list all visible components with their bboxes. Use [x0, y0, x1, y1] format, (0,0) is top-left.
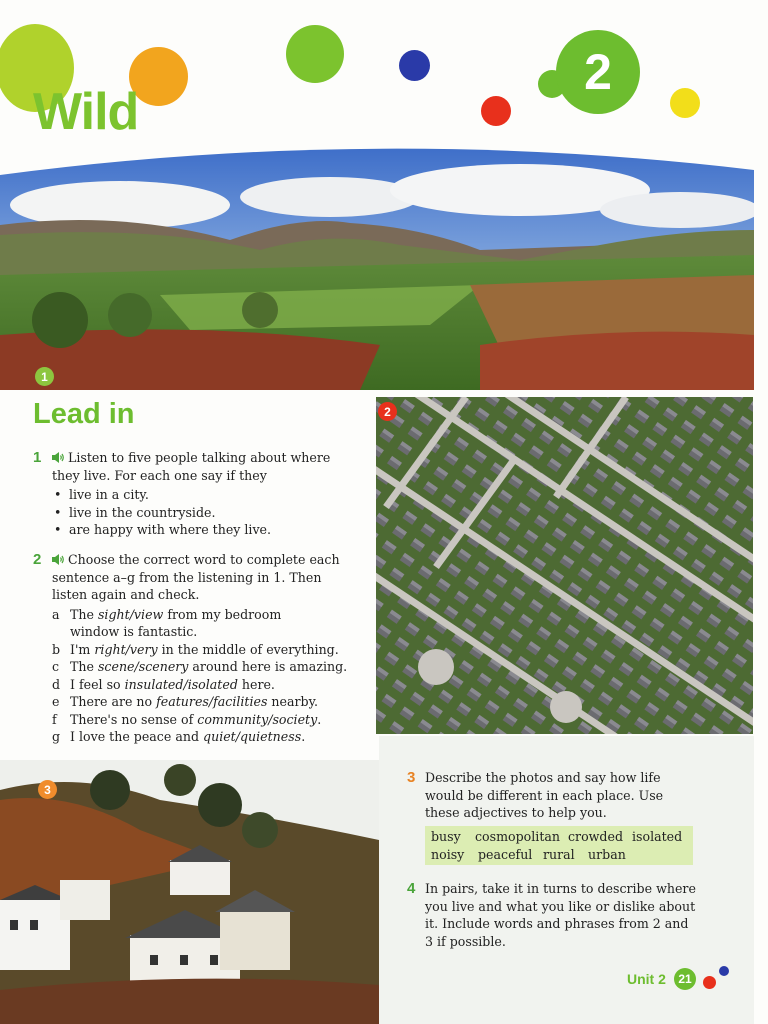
sentence-d [52, 676, 355, 694]
word-options: insulated/isolated [124, 676, 238, 692]
footer-unit-label: Unit 2 [627, 971, 666, 987]
sentence-text: around here is amazing. [188, 659, 348, 674]
sentence-text: There's no sense of [70, 711, 198, 727]
exercise-1-instruction: Listen to five people talking about where they live. For each one say if they [52, 450, 331, 483]
adjectives-box [425, 826, 693, 865]
exercise-4-number: 4 [407, 880, 416, 897]
word-options: right/very [94, 641, 158, 657]
photo-number-1: 1 [35, 367, 54, 386]
sentence-c [52, 658, 355, 676]
sentence-e [52, 693, 355, 711]
decor-dot-yellow [670, 88, 700, 118]
sentence-a [52, 606, 355, 641]
list-item: • live in a city. [52, 486, 355, 504]
sentence-list [52, 606, 355, 746]
photo-number-3: 3 [38, 780, 57, 799]
sentence-text: nearby. [267, 694, 319, 709]
list-item: • are happy with where they live. [52, 521, 355, 539]
sentence-letter: c [52, 659, 60, 674]
exercise-3-instruction: Describe the photos and say how life would be different in each place. Use these adjectives to help you. [425, 770, 664, 820]
sentence-text: from my bedroom window is fantastic. [70, 606, 282, 639]
unit-title: Wild [33, 83, 139, 141]
sentence-text: . [301, 729, 306, 744]
lead-in-heading: Lead in [33, 398, 135, 430]
sentence-text: The [70, 659, 98, 674]
list-item: • live in the countryside. [52, 504, 355, 522]
adjective: noisy [431, 847, 465, 862]
sentence-text: I'm [70, 641, 95, 657]
word-options: quiet/quietness [203, 729, 302, 744]
adjective: crowded [568, 829, 624, 844]
aerial-suburb-photo [376, 397, 753, 734]
sentence-text: The [70, 606, 98, 622]
footer-dot-blue [719, 966, 729, 976]
sentence-text: I feel so [70, 676, 125, 692]
decor-dot-red [481, 96, 511, 126]
exercise-1-number: 1 [33, 449, 42, 466]
exercise-1 [33, 449, 355, 539]
village-photo [0, 760, 379, 1024]
adjective: peaceful [478, 847, 533, 862]
adjective: busy [431, 829, 461, 844]
unit-number-badge: 2 [556, 30, 640, 114]
sentence-f [52, 711, 355, 729]
audio-icon[interactable] [52, 450, 64, 465]
sentence-letter: e [52, 694, 60, 709]
adjective: isolated [632, 829, 683, 844]
exercise-3 [407, 769, 697, 822]
audio-icon[interactable] [52, 552, 64, 567]
sentence-letter: f [52, 711, 57, 727]
word-options: scene/scenery [97, 659, 189, 674]
sentence-letter: d [52, 676, 61, 692]
adjective: cosmopolitan [475, 829, 561, 844]
photo-number-2: 2 [378, 402, 397, 421]
exercise-3-number: 3 [407, 769, 416, 786]
exercise-2-number: 2 [33, 551, 42, 568]
exercise-2 [33, 551, 355, 746]
sentence-text: I love the peace and [70, 729, 204, 744]
exercise-1-bullets [52, 486, 355, 539]
sentence-letter: a [52, 606, 60, 622]
sentence-text: in the middle of everything. [157, 641, 339, 657]
word-options: features/facilities [156, 694, 268, 709]
exercise-2-instruction: Choose the correct word to complete each sentence a–g from the listening in 1. Then listen again and check. [52, 552, 340, 602]
sentence-text: There are no [70, 694, 157, 709]
adjective: urban [588, 847, 626, 862]
exercise-4-instruction: In pairs, take it in turns to describe where you live and what you like or dislike about it. Include words and phrases from 2 and 3 if possible. [425, 881, 696, 949]
landscape-photo [0, 135, 754, 390]
adjective: rural [543, 847, 575, 862]
word-options: community/society [197, 711, 318, 727]
sentence-g [52, 728, 355, 746]
sentence-letter: b [52, 641, 61, 657]
word-options: sight/view [97, 606, 164, 622]
sentence-b [52, 641, 355, 659]
exercise-4 [407, 880, 697, 950]
sentence-letter: g [52, 729, 61, 744]
page-number: 21 [674, 968, 696, 990]
decor-dot-blue [399, 50, 430, 81]
decor-dot-green [286, 25, 344, 83]
sentence-text: . [317, 711, 322, 727]
sentence-text: here. [237, 676, 275, 692]
footer-dot-red [703, 976, 716, 989]
